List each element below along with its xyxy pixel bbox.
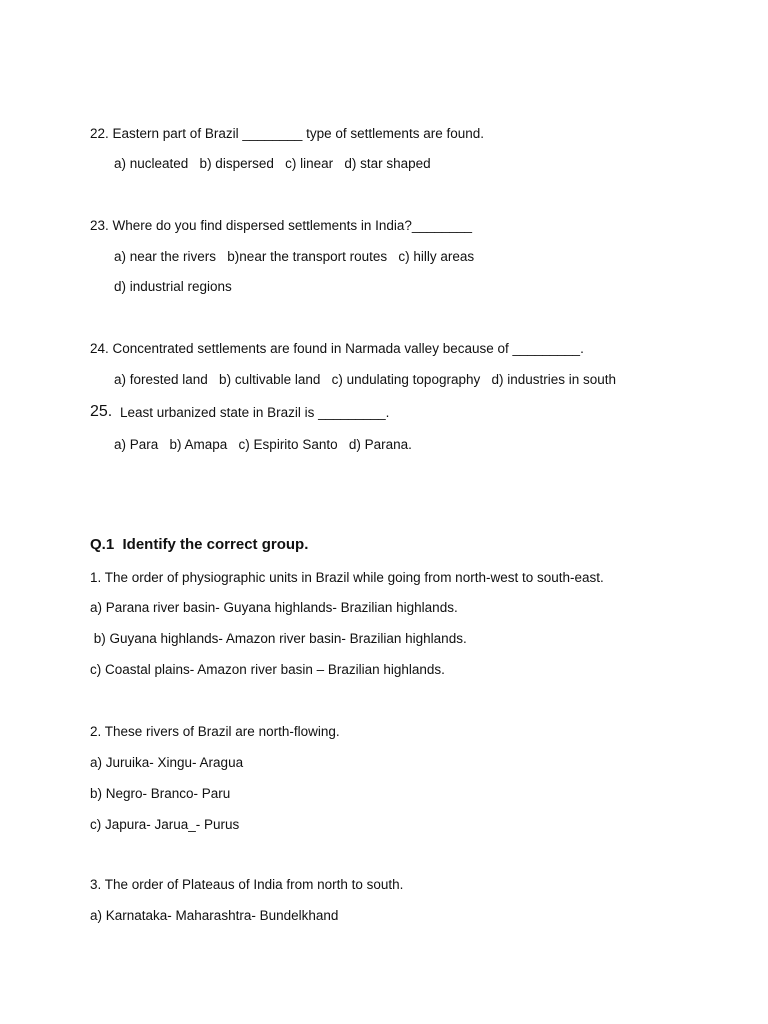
question-24-options: a) forested land b) cultivable land c) undulating topography d) industries in south <box>114 372 617 387</box>
group-question-2-option-b: b) Negro- Branco- Paru <box>90 786 231 801</box>
question-22-stem: 22. Eastern part of Brazil ________ type of settlements are found. <box>90 126 484 141</box>
question-24-stem: 24. Concentrated settlements are found in Narmada valley because of _________. <box>90 341 584 356</box>
question-23-options-line1: a) near the rivers b)near the transport routes c) hilly areas <box>114 249 475 264</box>
group-question-3-stem: 3. The order of Plateaus of India from north to south. <box>90 877 404 892</box>
group-question-1-option-a: a) Parana river basin- Guyana highlands- Brazilian highlands. <box>90 600 458 615</box>
group-question-1-stem: 1. The order of physiographic units in Brazil while going from north-west to south-east. <box>90 570 604 585</box>
group-question-1-option-b: b) Guyana highlands- Amazon river basin- Brazilian highlands. <box>90 631 467 646</box>
group-question-1-option-c: c) Coastal plains- Amazon river basin – Brazilian highlands. <box>90 662 445 677</box>
group-question-2-option-c: c) Japura- Jarua_- Purus <box>90 817 240 832</box>
section-heading: Q.1 Identify the correct group. <box>90 536 309 553</box>
group-question-2-stem: 2. These rivers of Brazil are north-flowing. <box>90 724 340 739</box>
group-question-2-option-a: a) Juruika- Xingu- Aragua <box>90 755 244 770</box>
question-25-number: 25. <box>90 403 113 420</box>
question-22-options: a) nucleated b) dispersed c) linear d) star shaped <box>114 156 431 171</box>
group-question-3-option-a: a) Karnataka- Maharashtra- Bundelkhand <box>90 908 339 923</box>
question-25-stem: Least urbanized state in Brazil is _________. <box>120 405 390 420</box>
question-23-options-line2: d) industrial regions <box>114 279 232 294</box>
question-23-stem: 23. Where do you find dispersed settlements in India?________ <box>90 218 473 233</box>
question-25-options: a) Para b) Amapa c) Espirito Santo d) Parana. <box>114 437 412 452</box>
